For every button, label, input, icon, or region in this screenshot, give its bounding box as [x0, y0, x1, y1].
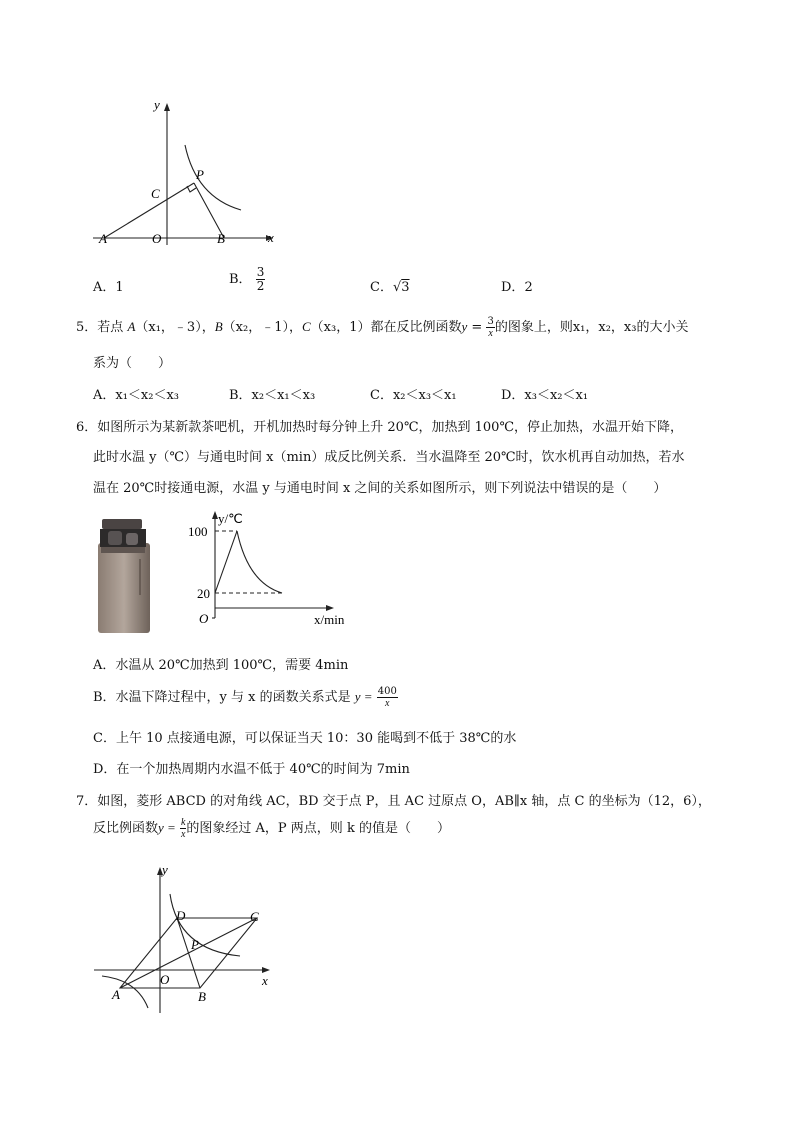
point-a-label: A: [112, 987, 120, 1002]
tick-20: 20: [197, 586, 210, 601]
q5-stem-line1: 5．若点 A（x₁，﹣3），B（x₂，﹣1），C（x₃，1）都在反比例函数y = $\frac{3}{x}$ 的图象上，则x₁，x₂，x₃的大小关: [76, 316, 689, 339]
fraction: $\frac{3}{2}$: [256, 265, 265, 293]
point-b-label: B: [198, 989, 206, 1004]
line-ap: [104, 183, 194, 238]
q5-option-c[interactable]: C．x₂＜x₃＜x₁: [370, 388, 457, 403]
point-c-label: C: [151, 186, 160, 201]
sqrt-icon: √: [392, 280, 402, 295]
q7-stem-line2: 反比例函数y = $\frac{k}{x}$ 的图象经过 A，P 两点，则 k 的值是（ ）: [93, 817, 450, 840]
q4-option-d[interactable]: D．2: [501, 280, 533, 295]
origin-label: O: [160, 972, 170, 987]
q4-option-c[interactable]: C．√3: [370, 280, 410, 295]
point-b-label: B: [217, 231, 225, 246]
hyperbola-branch-1: [170, 894, 240, 956]
tick-100: 100: [188, 524, 208, 539]
y-axis-label: y/℃: [218, 511, 243, 526]
fraction: $\frac{3}{x}$: [487, 316, 494, 339]
cooling-curve: [237, 531, 282, 593]
x-axis-label: x: [262, 973, 268, 988]
q5-option-d[interactable]: D．x₃＜x₂＜x₁: [501, 388, 589, 403]
fraction: $\frac{k}{x}$: [180, 817, 186, 840]
q6-option-a[interactable]: A．水温从 20℃加热到 100℃，需要 4min: [93, 658, 349, 673]
point-d-label: D: [176, 908, 186, 923]
q5-option-a[interactable]: A．x₁＜x₂＜x₃: [93, 388, 180, 403]
point-p-label: P: [196, 167, 204, 182]
tea-machine-image: [94, 515, 154, 635]
heating-line: [215, 531, 237, 593]
q4-option-a[interactable]: A．1: [93, 280, 124, 295]
point-p-label: P: [191, 937, 199, 952]
figure-q7-rhombus: [92, 858, 292, 1018]
q6-temperature-graph: [182, 505, 362, 630]
q6-stem-line3: 温在 20℃时接通电源，水温 y 与通电时间 x 之间的关系如图所示，则下列说法中错误的是（ ）: [93, 481, 667, 496]
q7-stem-line1: 7．如图，菱形 ABCD 的对角线 AC，BD 交于点 P，且 AC 过原点 O，AB∥x 轴，点 C 的坐标为（12，6），: [76, 794, 711, 809]
fraction: $\frac{400}{x}$: [377, 686, 397, 709]
q6-option-b[interactable]: B．水温下降过程中，y 与 x 的函数关系式是 y = $\frac{400}{x}$: [93, 686, 397, 709]
point-c-label: C: [250, 909, 259, 924]
diagonal-bd: [177, 918, 200, 988]
q6-option-c[interactable]: C．上午 10 点接通电源，可以保证当天 10：30 能喝到不低于 38℃的水: [93, 731, 517, 746]
x-axis-label: x/min: [314, 612, 345, 627]
hyperbola-branch-2: [102, 976, 148, 1008]
q6-stem-line1: 6．如图所示为某新款茶吧机，开机加热时每分钟上升 20℃，加热到 100℃，停止加热，水温开始下降，: [76, 420, 683, 435]
y-axis-label: y: [162, 862, 168, 877]
figure-q4: [88, 95, 288, 255]
x-axis-label: x: [268, 230, 274, 245]
q5-option-b[interactable]: B．x₂＜x₁＜x₃: [229, 388, 316, 403]
q4-option-b[interactable]: B． $\frac{3}{2}$: [229, 265, 265, 293]
point-a-label: A: [99, 231, 107, 246]
y-axis-label: y: [154, 97, 160, 112]
q5-stem-line2: 系为（ ）: [93, 356, 172, 371]
origin-label: O: [199, 611, 209, 626]
q6-option-d[interactable]: D．在一个加热周期内水温不低于 40℃的时间为 7min: [93, 762, 410, 777]
q6-stem-line2: 此时水温 y（℃）与通电时间 x（min）成反比例关系．当水温降至 20℃时，饮水机再自动加热，若水: [93, 450, 685, 465]
hyperbola-curve: [185, 145, 241, 210]
origin-label: O: [152, 231, 162, 246]
